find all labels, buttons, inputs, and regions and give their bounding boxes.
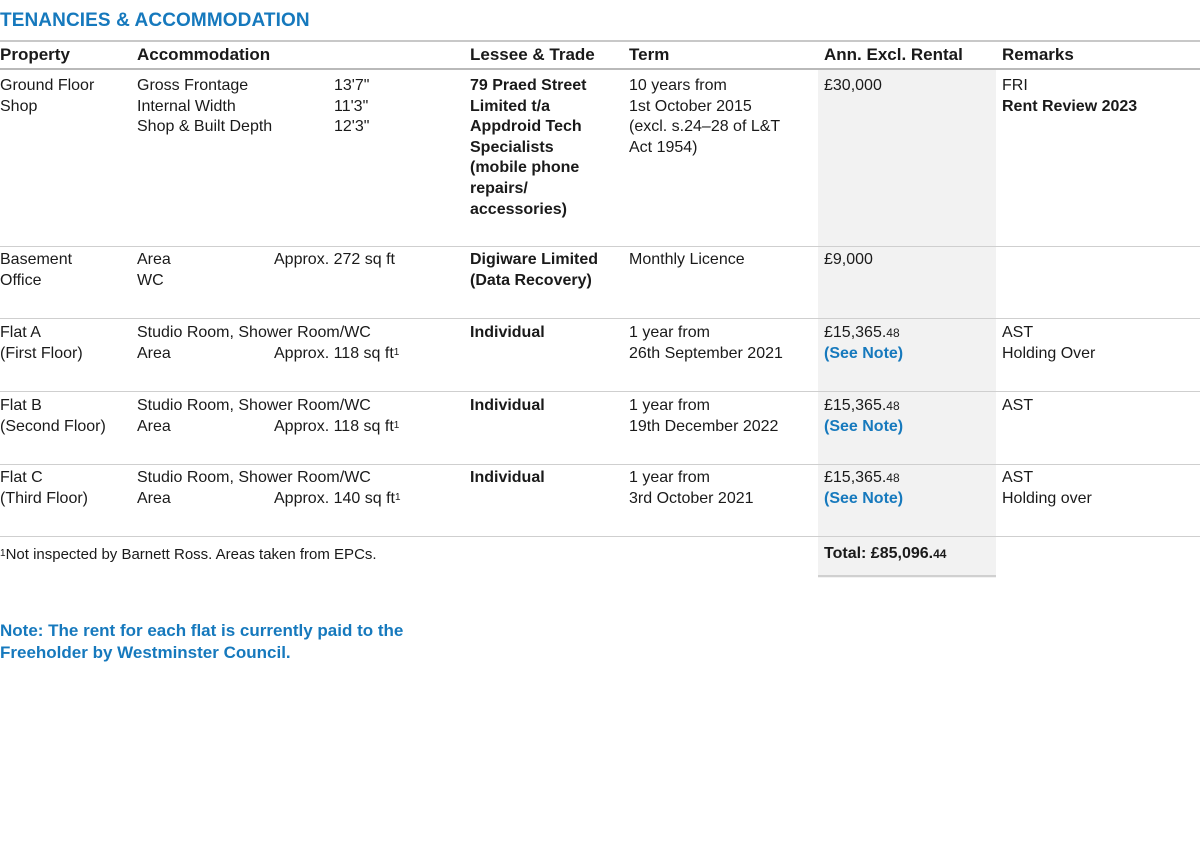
property-line: Flat B [0, 397, 42, 414]
term-line: 1 year from [629, 469, 710, 486]
header-remarks: Remarks [1002, 45, 1074, 64]
accommodation-label: Internal Width [137, 97, 236, 115]
property-line: (Third Floor) [0, 489, 89, 507]
row-basement-lessee [470, 250, 598, 291]
property-line: Flat A [0, 324, 41, 341]
header-annual-rental: Ann. Excl. Rental [824, 45, 963, 64]
remarks-line: AST [1002, 397, 1034, 414]
property-line: (First Floor) [0, 344, 83, 362]
area-value [274, 344, 399, 365]
lessee-line: Individual [470, 397, 545, 414]
accommodation-value: 12'3" [334, 118, 370, 136]
rental-main: £15,365. [824, 469, 887, 486]
area-value [274, 489, 401, 510]
accommodation-label: Area [137, 344, 171, 362]
property-line: (Second Floor) [0, 417, 106, 435]
accommodation-value: 13'7" [334, 77, 370, 94]
row-flat-a-term [629, 323, 783, 364]
row-ground-floor-accommodation-labels [137, 76, 272, 138]
lessee-line: Individual [470, 469, 545, 486]
remarks-line: AST [1002, 324, 1034, 341]
property-line: Flat C [0, 469, 43, 486]
rental-value [824, 468, 903, 489]
term-line: Monthly Licence [629, 251, 745, 268]
rental-value: £30,000 [824, 77, 882, 94]
row-ground-floor-rental [824, 76, 882, 97]
row-flat-a-remarks [1002, 323, 1095, 364]
header-property: Property [0, 45, 70, 64]
remarks-line: Holding Over [1002, 344, 1096, 362]
footnote [0, 546, 377, 564]
lessee-line: Individual [470, 324, 545, 341]
term-line: 1 year from [629, 397, 710, 414]
section-heading: TENANCIES & ACCOMMODATION [0, 10, 310, 31]
accommodation-label: Area [137, 251, 171, 268]
accommodation-label: Area [137, 489, 171, 507]
area-text: Approx. 118 sq ft [274, 344, 394, 362]
rental-value [824, 323, 903, 344]
rent-review-remark: Rent Review 2023 [1002, 97, 1138, 115]
row-flat-b-property [0, 396, 106, 437]
see-note-link: (See Note) [824, 417, 904, 435]
row-flat-c-area [274, 489, 401, 510]
accommodation-value: Approx. 272 sq ft [274, 251, 395, 268]
row-flat-a-rental [824, 323, 903, 364]
term-line: (excl. s.24–28 of L&T [629, 118, 781, 136]
accommodation-value: 11'3" [334, 97, 369, 115]
accommodation-description: Studio Room, Shower Room/WC [137, 469, 371, 486]
row-flat-b-remarks [1002, 396, 1033, 417]
accommodation-label: Gross Frontage [137, 77, 249, 94]
row-divider [0, 391, 1200, 392]
term-line: 10 years from [629, 77, 727, 94]
row-divider [0, 318, 1200, 319]
row-basement-property [0, 250, 72, 291]
accommodation-label: Shop & Built Depth [137, 118, 273, 136]
property-line: Office [0, 271, 42, 289]
table-top-rule [0, 40, 1200, 42]
row-ground-floor-property [0, 76, 94, 117]
remarks-line: FRI [1002, 77, 1028, 94]
footnote-marker: 1 [0, 548, 6, 559]
row-basement-rental [824, 250, 873, 271]
row-basement-accommodation-values [274, 250, 395, 271]
header-rule [0, 68, 1200, 70]
footnote-marker: 1 [393, 346, 400, 358]
total-rental [824, 545, 946, 563]
lessee-line: repairs/ [470, 179, 528, 197]
row-flat-b-lessee [470, 396, 545, 417]
lessee-line: Specialists [470, 138, 554, 156]
accommodation-label: WC [137, 271, 164, 289]
term-line: Act 1954) [629, 138, 698, 156]
accommodation-description: Studio Room, Shower Room/WC [137, 324, 371, 341]
term-line: 26th September 2021 [629, 344, 783, 362]
row-divider [0, 536, 1200, 537]
rent-note: Note: The rent for each flat is currently paid to the Freeholder by Westminster Council. [0, 621, 404, 662]
row-flat-b-term [629, 396, 778, 437]
row-ground-floor-remarks [1002, 76, 1137, 117]
total-underline [818, 575, 996, 577]
property-line: Ground Floor [0, 77, 95, 94]
rental-main: £15,365. [824, 397, 887, 414]
property-line: Shop [0, 97, 38, 115]
remarks-line: Holding over [1002, 489, 1092, 507]
header-term: Term [629, 45, 670, 64]
row-flat-c-lessee [470, 468, 545, 489]
accommodation-description: Studio Room, Shower Room/WC [137, 397, 371, 414]
row-flat-c-rental [824, 468, 903, 509]
total-main: Total: £85,096. [824, 545, 934, 562]
term-line: 3rd October 2021 [629, 489, 754, 507]
lessee-line: Limited t/a [470, 97, 551, 115]
lessee-line: (mobile phone [470, 159, 580, 177]
term-line: 1st October 2015 [629, 97, 752, 115]
rental-main: £15,365. [824, 324, 887, 341]
area-text: Approx. 140 sq ft [274, 489, 395, 507]
property-line: Basement [0, 251, 73, 268]
row-flat-c-remarks [1002, 468, 1092, 509]
lessee-line: accessories) [470, 200, 567, 218]
see-note-link: (See Note) [824, 489, 904, 507]
footnote-marker: 1 [393, 419, 400, 431]
accommodation-label: Area [137, 417, 171, 435]
header-lessee-trade: Lessee & Trade [470, 45, 595, 64]
rental-pence: 48 [886, 326, 900, 340]
lessee-line: Appdroid Tech [470, 118, 582, 136]
row-flat-c-term [629, 468, 754, 509]
area-text: Approx. 118 sq ft [274, 417, 394, 435]
rental-pence: 48 [886, 471, 900, 485]
lessee-line: 79 Praed Street [470, 77, 587, 94]
lessee-line: Digiware Limited [470, 251, 599, 268]
row-flat-a-property [0, 323, 83, 364]
see-note-link: (See Note) [824, 344, 904, 362]
lessee-line: (Data Recovery) [470, 271, 592, 289]
remarks-line: AST [1002, 469, 1034, 486]
row-flat-a-area [274, 344, 399, 365]
row-ground-floor-accommodation-values [334, 76, 369, 138]
area-value [274, 417, 399, 438]
footnote-marker: 1 [394, 491, 401, 503]
row-ground-floor-lessee [470, 76, 587, 220]
row-basement-term [629, 250, 745, 271]
header-accommodation: Accommodation [137, 45, 271, 64]
row-basement-accommodation-labels [137, 250, 171, 291]
term-line: 19th December 2022 [629, 417, 779, 435]
term-line: 1 year from [629, 324, 710, 341]
row-divider [0, 246, 1200, 247]
rental-value: £9,000 [824, 251, 873, 268]
rental-pence: 48 [886, 399, 900, 413]
row-divider [0, 464, 1200, 465]
row-flat-b-area [274, 417, 399, 438]
row-flat-c-property [0, 468, 88, 509]
row-flat-a-lessee [470, 323, 545, 344]
row-flat-b-rental [824, 396, 903, 437]
footnote-text: Not inspected by Barnett Ross. Areas taken from EPCs. [5, 546, 377, 563]
total-pence: 44 [933, 547, 947, 561]
row-ground-floor-term [629, 76, 780, 158]
rental-value [824, 396, 903, 417]
